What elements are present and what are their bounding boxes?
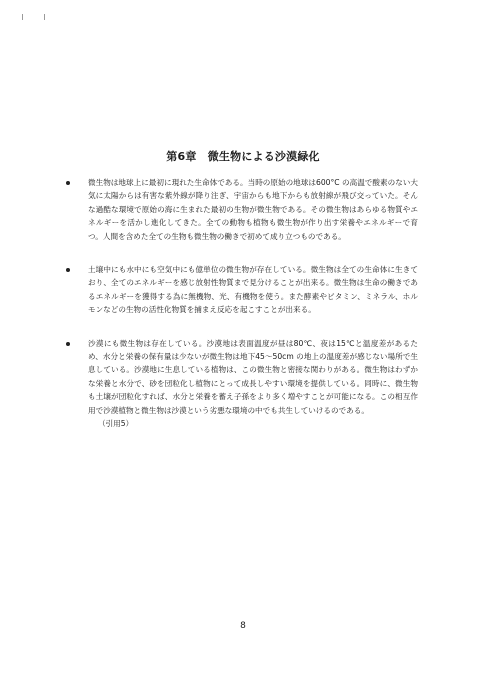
- bullet-icon: [66, 268, 70, 272]
- list-item: [62, 176, 418, 243]
- paragraph: 沙漠にも微生物は存在している。沙漠地は表面温度が昼は80℃、夜は15℃と温度差があるため、水分と栄養の保有量は少ないが微生物は地下45～50cm の地上の温度差が感じない場所で生息している。沙漠地に生息している植物は、この微生物と密接な関わりがある。微生物はわずかな栄養と水分で、砂を団粒化し植物にとって成長しやすい環境を提供している。同時に、微生物も土壌が団粒化すれば、水分と栄養を蓄え子孫をより多く増やすことが可能になる。この相互作用で沙漠植物と微生物は沙漠という劣悪な環境の中でも共生していけるのである。: [88, 338, 418, 415]
- bullet-icon: [66, 342, 70, 346]
- bullet-icon: [66, 181, 70, 185]
- page-number: 8: [240, 621, 246, 631]
- paragraph: 微生物は地球上に最初に現れた生命体である。当時の原始の地球は600°C の高温で酸素のない大気に太陽からは有害な紫外線が降り注ぎ、宇宙からも地下からも放射線が飛び交っていた。そんな過酷な環境で原始の海に生まれた最初の生物が微生物である。その微生物はあらゆる物質やエネルギーを活かし進化してきた。全ての動物も植物も微生物が作り出す栄養やエネルギーで育つ。人間を含めた全ての生物も微生物の働きで初めて成り立つものである。: [88, 178, 418, 241]
- list-item: [62, 263, 418, 317]
- scan-mark: [44, 14, 45, 20]
- bullet-list: [62, 176, 418, 451]
- paragraph: 土壌中にも水中にも空気中にも億単位の微生物が存在している。微生物は全ての生命体に生きており、全てのエネルギーを感じ放射性物質まで見分けることが出来る。微生物は生命の働きであるエネルギーを獲得する為に無機物、光、有機物を使う。また酵素やビタミン、ミネラル、ホルモンなどの生物の活性化物質を捕まえ反応を起こすことが出来る。: [88, 265, 418, 315]
- scan-mark: [22, 14, 23, 20]
- citation: （引用5）: [98, 419, 134, 429]
- list-item: [62, 337, 418, 431]
- chapter-title: 第6章 微生物による沙漠緑化: [166, 150, 320, 163]
